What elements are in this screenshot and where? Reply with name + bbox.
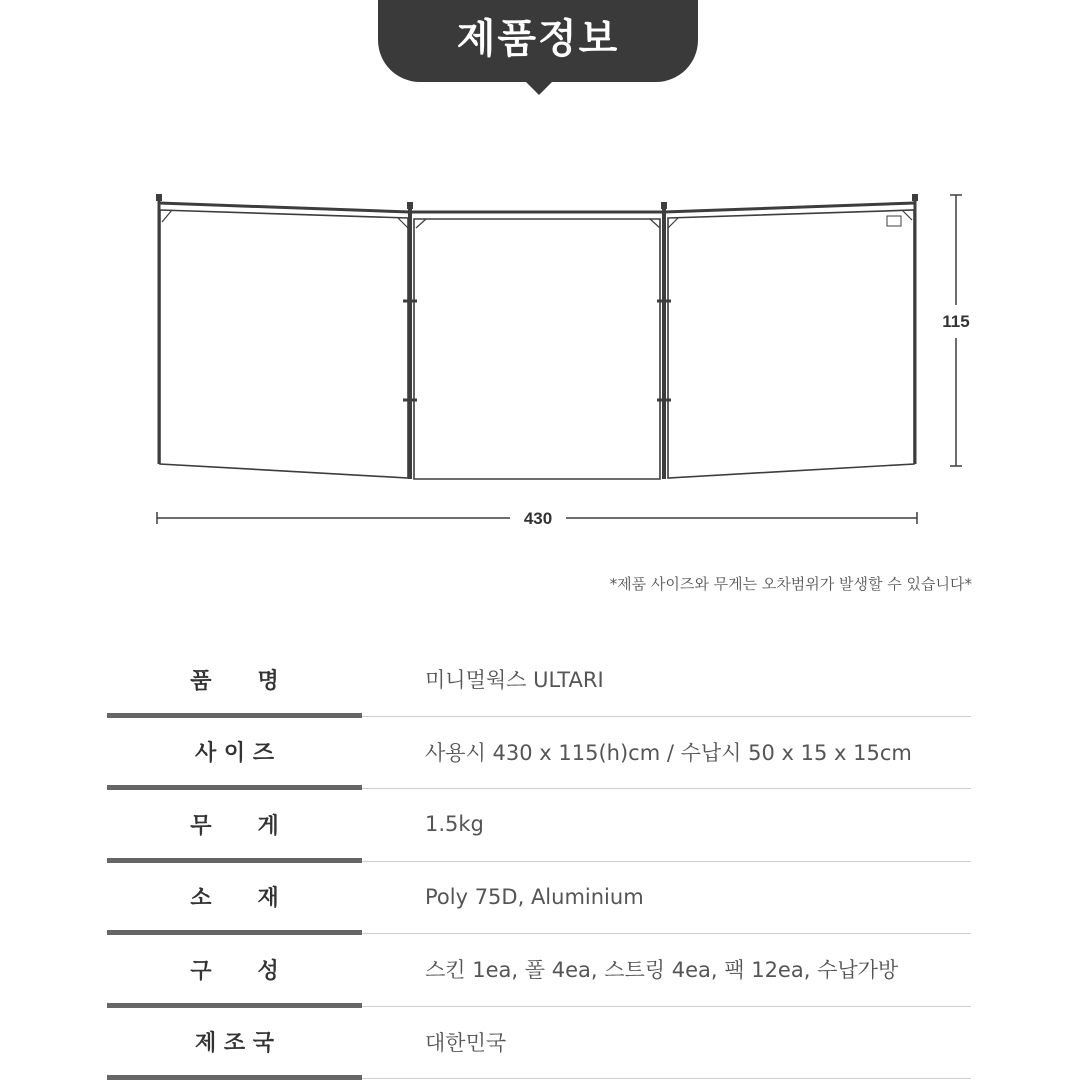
pole-cap-1	[156, 194, 162, 201]
size-disclaimer: *제품 사이즈와 무게는 오차범위가 발생할 수 있습니다*	[610, 573, 972, 594]
windscreen-illustration	[159, 203, 915, 479]
spec-label: 소 재	[107, 863, 362, 931]
spec-value: 미니멀웍스 ULTARI	[425, 645, 604, 713]
width-label: 430	[524, 509, 552, 528]
spec-value: 스킨 1ea, 폴 4ea, 스트링 4ea, 팩 12ea, 수납가방	[425, 935, 898, 1003]
row-divider	[362, 933, 971, 934]
brand-tag-icon	[887, 216, 901, 226]
row-divider	[362, 861, 971, 862]
top-rope	[159, 203, 915, 212]
center-panel	[414, 219, 660, 479]
spec-label: 품 명	[107, 645, 362, 713]
pole-cap-4	[912, 194, 918, 201]
pole-cap-2	[407, 202, 413, 209]
spec-value: 1.5kg	[425, 790, 484, 858]
right-panel	[668, 210, 914, 478]
spec-row	[107, 1008, 971, 1080]
spec-label: 구 성	[107, 935, 362, 1003]
page-title: 제품정보	[457, 7, 620, 64]
spec-table	[107, 645, 971, 1080]
row-divider-accent	[107, 1075, 362, 1080]
row-divider	[362, 1006, 971, 1007]
spec-row	[107, 645, 971, 718]
spec-row	[107, 718, 971, 791]
spec-label: 사 이 즈	[107, 718, 362, 786]
spec-row	[107, 863, 971, 936]
spec-row	[107, 790, 971, 863]
spec-row	[107, 935, 971, 1008]
poles	[156, 194, 918, 479]
left-panel	[160, 210, 408, 478]
row-divider	[362, 716, 971, 717]
height-label: 115	[942, 312, 969, 331]
spec-label: 제 조 국	[107, 1008, 362, 1076]
spec-value: 대한민국	[425, 1008, 506, 1076]
spec-value: 사용시 430 x 115(h)cm / 수납시 50 x 15 x 15cm	[425, 718, 912, 786]
row-divider	[362, 788, 971, 789]
spec-label: 무 게	[107, 790, 362, 858]
pole-cap-3	[661, 202, 667, 209]
spec-value: Poly 75D, Aluminium	[425, 863, 644, 931]
